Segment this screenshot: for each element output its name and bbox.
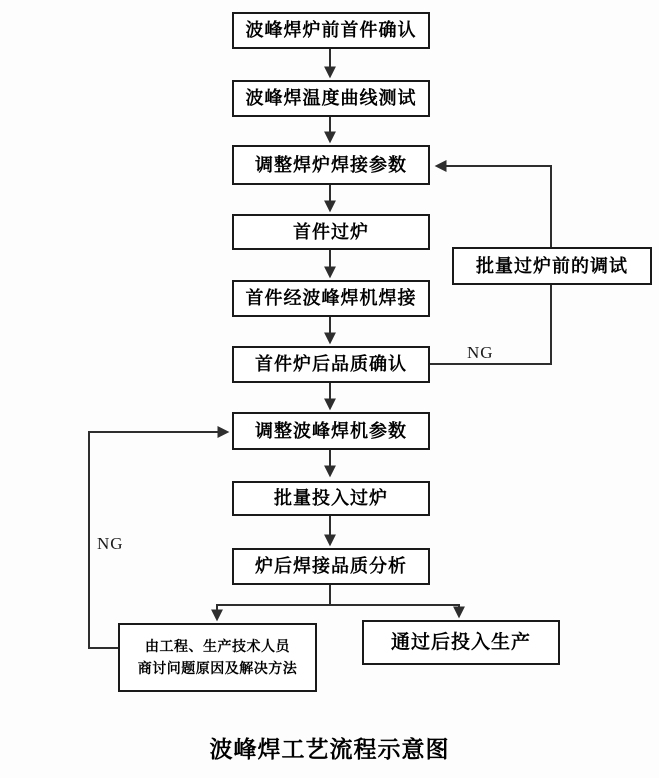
ng-label-left: NG <box>97 534 124 553</box>
node-first-piece-quality-check: 首件炉后品质确认 <box>232 346 430 383</box>
node-pass-to-production: 通过后投入生产 <box>362 620 560 665</box>
ng-label-right: NG <box>467 343 494 362</box>
node-debug-before-batch: 批量过炉前的调试 <box>452 247 652 285</box>
node-temp-profile-test: 波峰焊温度曲线测试 <box>232 80 430 117</box>
node-adjust-wave-machine-params: 调整波峰焊机参数 <box>232 412 430 450</box>
node-batch-into-oven: 批量投入过炉 <box>232 481 430 516</box>
discuss-problems-line2: 商讨问题原因及解决方法 <box>137 659 298 676</box>
node-post-oven-quality-analysis: 炉后焊接品质分析 <box>232 548 430 585</box>
node-discuss-problems <box>118 623 317 692</box>
node-adjust-oven-params: 调整焊炉焊接参数 <box>232 145 430 185</box>
node-first-piece-through-oven: 首件过炉 <box>232 214 430 250</box>
discuss-problems-line1: 由工程、生产技术人员 <box>145 637 290 654</box>
node-first-check-before-oven: 波峰焊炉前首件确认 <box>232 12 430 49</box>
diagram-caption: 波峰焊工艺流程示意图 <box>209 736 450 762</box>
node-first-piece-wave-soldered: 首件经波峰焊机焊接 <box>232 280 430 317</box>
